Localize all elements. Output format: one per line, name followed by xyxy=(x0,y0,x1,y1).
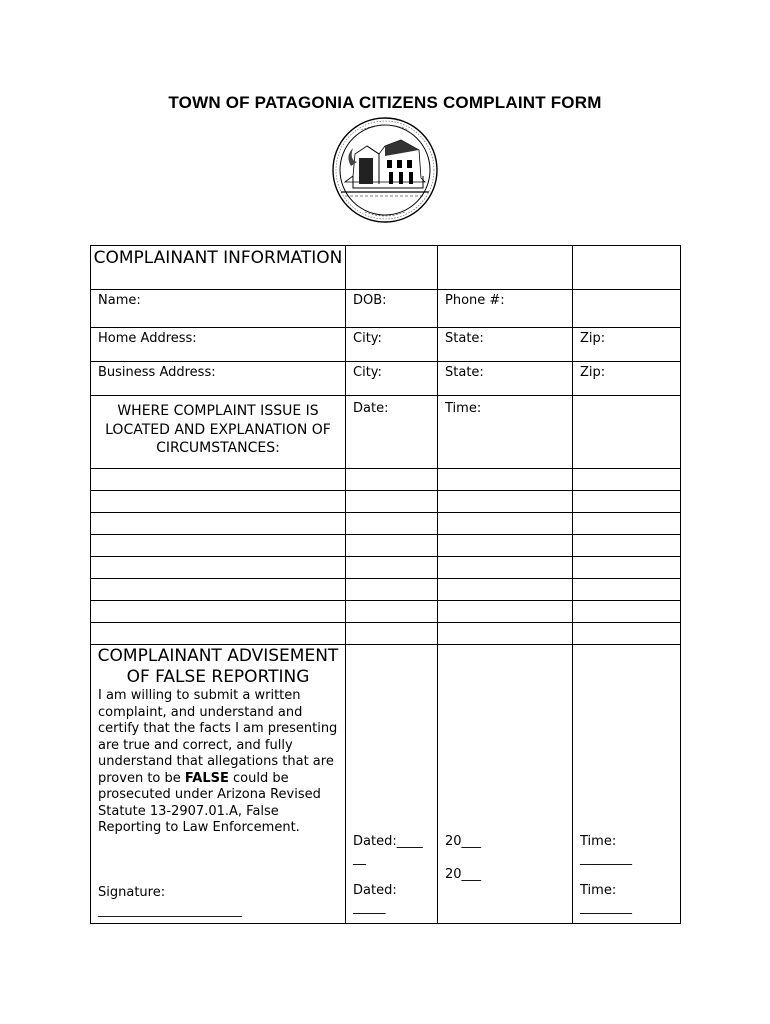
home-state-field[interactable]: State: xyxy=(438,328,573,362)
year-field-2[interactable]: 20___ xyxy=(445,867,482,882)
year-cell[interactable] xyxy=(438,645,573,924)
time-field-1[interactable]: Time: ________ xyxy=(580,834,632,866)
complainant-information-heading: COMPLAINANT INFORMATION xyxy=(91,246,346,290)
dated-cell[interactable] xyxy=(346,645,438,924)
explanation-row xyxy=(91,469,681,491)
table-row xyxy=(91,362,681,396)
empty-cell[interactable] xyxy=(573,396,681,469)
table-row xyxy=(91,246,681,290)
explanation-row xyxy=(91,491,681,513)
false-emphasis: FALSE xyxy=(184,770,229,786)
false-reporting-advisement xyxy=(91,645,346,924)
business-city-field[interactable]: City: xyxy=(346,362,438,396)
explanation-row xyxy=(91,579,681,601)
time-cell[interactable] xyxy=(573,645,681,924)
phone-field[interactable]: Phone #: xyxy=(438,290,573,328)
empty-cell[interactable] xyxy=(573,290,681,328)
town-seal-icon xyxy=(331,116,439,224)
where-complaint-heading: WHERE COMPLAINT ISSUE IS LOCATED AND EXPLANATION OF CIRCUMSTANCES: xyxy=(91,396,346,469)
empty-cell[interactable] xyxy=(573,246,681,290)
dated-field-2[interactable]: Dated: _____ xyxy=(353,883,397,915)
form-title: TOWN OF PATAGONIA CITIZENS COMPLAINT FORM xyxy=(168,93,602,112)
business-zip-field[interactable]: Zip: xyxy=(573,362,681,396)
home-zip-field[interactable]: Zip: xyxy=(573,328,681,362)
home-city-field[interactable]: City: xyxy=(346,328,438,362)
signature-label: Signature: xyxy=(98,885,166,900)
dob-field[interactable]: DOB: xyxy=(346,290,438,328)
table-row xyxy=(91,645,681,924)
table-row xyxy=(91,328,681,362)
name-field[interactable]: Name: xyxy=(91,290,346,328)
incident-time-field[interactable]: Time: xyxy=(438,396,573,469)
home-address-field[interactable]: Home Address: xyxy=(91,328,346,362)
incident-date-field[interactable]: Date: xyxy=(346,396,438,469)
time-field-2[interactable]: Time: ________ xyxy=(580,883,632,915)
empty-cell[interactable] xyxy=(438,246,573,290)
business-state-field[interactable]: State: xyxy=(438,362,573,396)
explanation-row xyxy=(91,623,681,645)
complaint-form-table xyxy=(90,245,681,924)
advisement-statement: I am willing to submit a written complaint, and understand and certify that the facts I am presenting are true and correct, and fully understand that allegations that are proven to be FALSE could be prosecuted under Arizona Revised Statute 13-2907.01.A, False Reporting to Law Enforcement. xyxy=(98,688,338,835)
dated-field-1[interactable]: Dated:____ __ xyxy=(353,834,423,866)
business-address-field[interactable]: Business Address: xyxy=(91,362,346,396)
table-row xyxy=(91,396,681,469)
explanation-row xyxy=(91,601,681,623)
explanation-row xyxy=(91,513,681,535)
advisement-heading: COMPLAINANT ADVISEMENT OF FALSE REPORTING xyxy=(97,646,339,687)
year-field-1[interactable]: 20___ xyxy=(445,834,482,849)
explanation-row xyxy=(91,535,681,557)
signature-line[interactable]: ________________________ xyxy=(98,903,242,917)
explanation-row xyxy=(91,557,681,579)
table-row xyxy=(91,290,681,328)
empty-cell[interactable] xyxy=(346,246,438,290)
